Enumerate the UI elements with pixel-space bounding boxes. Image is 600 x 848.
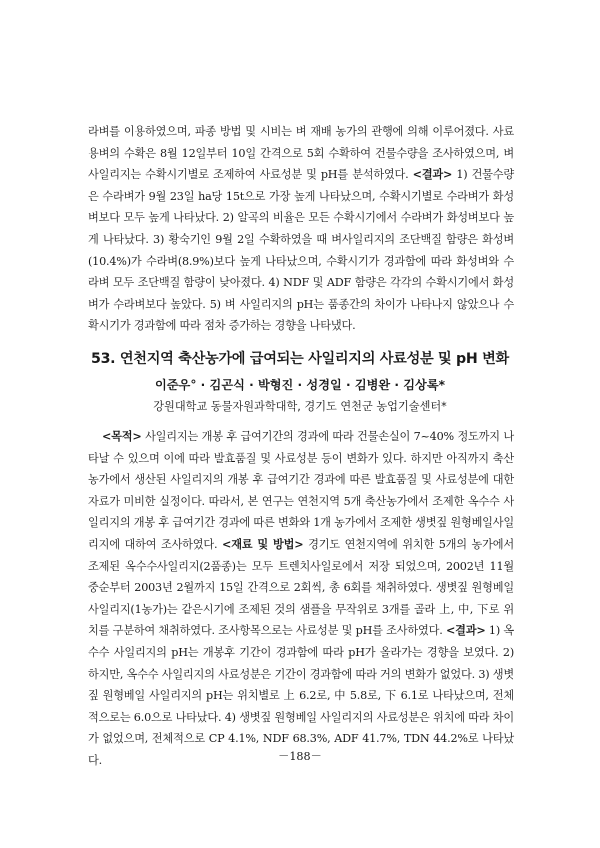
page-number: －188－	[278, 750, 322, 763]
purpose-marker: <목적>	[102, 429, 142, 443]
article-affiliation: 강원대학교 동물자원과학대학, 경기도 연천군 농업기술센터*	[153, 400, 447, 413]
method-marker: <재료 및 방법>	[222, 536, 304, 551]
prev-text-2: 1) 건물수량은 수라벼가 9월 23일 ha당 15t으로 가장 높게 나타났으며, 수확시기별로 수라벼가 화성벼보다 모두 높게 나타났다. 2) 알곡의 비율은 모든 수확시기에서 수라벼가 화성벼보다 높게 나타났다. 3) 황숙기인 9월 2일 수확하였을 때 벼사일리지의 조단백질 함량은 화성벼(10.4%)가 수라벼(8.9%)보다 높게 나타났으며, 수확시기가 경과함에 따라 화성벼와 수라벼 모두 조단백질 함량이 낮아졌다. 4) NDF 및 ADF 함량은 각각의 수확시기에서 화성벼가 수라벼보다 높았다. 5) 벼 사일리지의 pH는 품종간의 차이가 나타나지 않았으나 수확시기가 경과함에 따라 점차 증가하는 경향을 나타냈다.	[88, 168, 514, 333]
method-text: 경기도 연천지역에 위치한 5개의 농가에서 조제된 옥수수사일리지(2품종)는 모두 트렌치사일로에서 저장 되었으며, 2002년 11월 중순부터 2003년 2월까지 15일 간격으로 2회씩, 총 6회를 채취하였다. 생볏짚 원형베일사일리지(1농가)는 같은시기에 조제된 것의 샘플을 무작위로 3개를 골라 上, 中, 下로 위치를 구분하여 채취하였다. 조사항목으로는 사료성분 및 pH를 조사하였다.	[88, 537, 514, 638]
prev-result-marker: <결과>	[412, 167, 453, 182]
article-title: 53. 연천지역 축산농가에 급여되는 사일리지의 사료성분 및 pH 변화	[91, 351, 509, 367]
purpose-text: 사일리지는 개봉 후 급여기간의 경과에 따라 건물손실이 7~40% 정도까지 나타날 수 있으며 이에 따라 발효품질 및 사료성분 등이 변화가 있다. 하지만 아직까지 축산농가에서 생산된 사일리지의 개봉 후 급여기간 경과에 따른 발효품질 및 사료성분에 대한 자료가 미비한 실정이다. 따라서, 본 연구는 연천지역 5개 축산농가에서 조제한 옥수수 사일리지의 개봉 후 급여기간 경과에 따른 변화와 1개 농가에서 조제한 생볏짚 원형베일사일리지에 대하여 조사하였다.	[88, 430, 514, 551]
result-marker: <결과>	[445, 623, 486, 638]
article-abstract	[88, 426, 514, 772]
article-authors: 이준우° · 김곤식 · 박형진 · 성경일 · 김병완 · 김상록*	[155, 378, 445, 392]
previous-abstract-continuation	[88, 121, 514, 337]
result-text: 1) 옥수수 사일리지의 pH는 개봉후 기간이 경과함에 따라 pH가 올라가는 경향을 보였다. 2) 하지만, 옥수수 사일리지의 사료성분은 기간이 경과함에 따라 거의 변화가 없었다. 3) 생볏짚 원형베일 사일리지의 pH는 위치별로 上 6.2로, 中 5.8로, 下 6.1로 나타났으며, 전체적으로는 6.0으로 나타났다. 4) 생볏짚 원형베일 사일리지의 사료성분은 위치에 따라 차이가 없었으며, 전체적으로 CP 4.1%, NDF 68.3%, ADF 41.7%, TDN 44.2%로 나타났다.	[88, 624, 514, 767]
prev-text-1: 라벼를 이용하였으며, 파종 방법 및 시비는 벼 재배 농가의 관행에 의해 이루어졌다. 사료용벼의 수확은 8월 12일부터 10일 간격으로 5회 수확하여 건물수량을 조사하였으며, 벼 사일리지는 수확시기별로 조제하여 사료성분 및 pH를 분석하였다.	[88, 125, 514, 182]
